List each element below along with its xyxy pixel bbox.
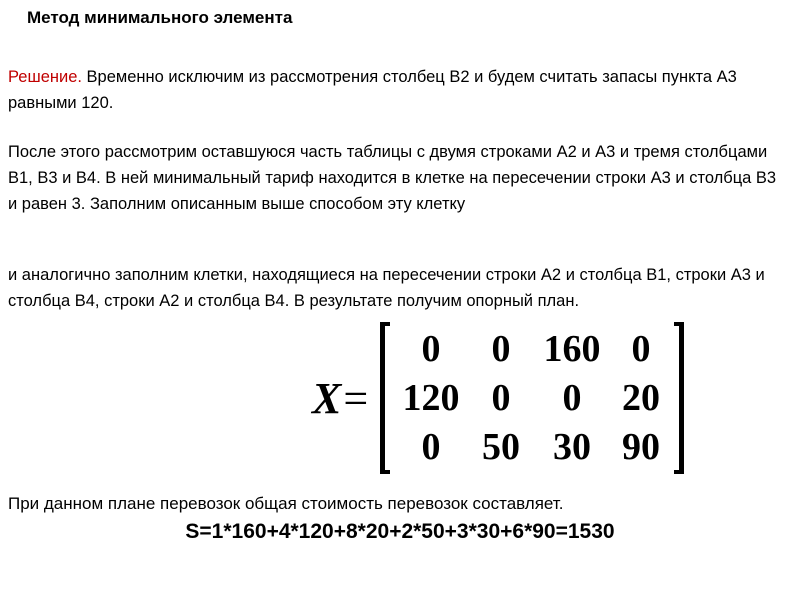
cost-formula: S=1*160+4*120+8*20+2*50+3*30+6*90=1530	[185, 520, 615, 543]
matrix-cell: 20	[622, 376, 660, 419]
matrix-equals: =	[343, 374, 369, 423]
matrix-name: X	[312, 374, 342, 423]
matrix-cell: 0	[491, 327, 511, 370]
matrix-cell: 0	[562, 376, 582, 419]
plan-matrix	[312, 318, 692, 478]
solution-label: Решение.	[8, 68, 82, 86]
paragraph-solution	[8, 64, 783, 116]
matrix-cell: 0	[421, 425, 441, 468]
matrix-cell: 0	[421, 327, 441, 370]
matrix-cell: 0	[631, 327, 651, 370]
matrix-cell: 160	[543, 327, 601, 370]
page-title: Метод минимального элемента	[27, 8, 293, 27]
matrix-label	[312, 374, 368, 424]
paragraph-conclusion: При данном плане перевозок общая стоимость перевозок составляет.	[8, 494, 564, 513]
right-bracket	[674, 322, 684, 474]
matrix-cells	[394, 324, 672, 472]
paragraph-remaining-table: После этого рассмотрим оставшуюся часть таблицы с двумя строками А2 и А3 и тремя столбцами В1, В3 и В4. В ней минимальный тариф находится в клетке на пересечении строки А3 и столбца В3 и равен 3. Заполним описанным выше способом эту клетку	[8, 143, 777, 213]
matrix-cell: 120	[402, 376, 460, 419]
matrix-cell: 30	[553, 425, 591, 468]
matrix-cell: 0	[491, 376, 511, 419]
matrix-cell: 50	[482, 425, 520, 468]
matrix-cell: 90	[622, 425, 660, 468]
left-bracket	[380, 322, 390, 474]
paragraph-fill-cells: и аналогично заполним клетки, находящиеся на пересечении строки А2 и столбца В1, строки А3 и столбца В4, строки А2 и столбца В4. В результате получим опорный план.	[8, 266, 765, 310]
solution-text: Временно исключим из рассмотрения столбец В2 и будем считать запасы пункта А3 равными 120.	[8, 68, 737, 112]
